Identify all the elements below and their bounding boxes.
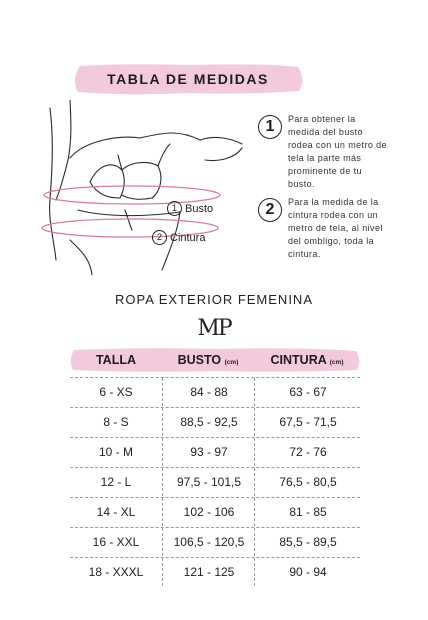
header-talla: TALLA xyxy=(95,353,137,367)
table-header xyxy=(70,347,360,373)
cell-cintura: 85,5 - 89,5 xyxy=(254,528,361,556)
cell-talla: 12 - L xyxy=(100,475,132,489)
cell-busto: 93 - 97 xyxy=(162,438,255,466)
figure-label-cintura: 2 Cintura xyxy=(152,230,205,245)
cell-talla: 18 - XXXL xyxy=(88,565,144,579)
cell-cintura: 63 - 67 xyxy=(254,378,361,406)
cell-cintura: 72 - 76 xyxy=(254,438,361,466)
header-cintura: CINTURA (cm) xyxy=(270,353,344,367)
header-busto: BUSTO (cm) xyxy=(177,353,239,367)
step-2-number-icon: 2 xyxy=(258,198,282,222)
table-row xyxy=(70,438,360,468)
table-row xyxy=(70,528,360,558)
cell-talla: 16 - XXL xyxy=(92,535,140,549)
cell-cintura: 81 - 85 xyxy=(254,498,361,526)
table-row xyxy=(70,498,360,528)
step-number-1-icon: 1 xyxy=(167,201,182,216)
cell-talla: 8 - S xyxy=(103,415,129,429)
cell-busto: 121 - 125 xyxy=(162,558,255,586)
table-row xyxy=(70,378,360,408)
brand-logo: MP xyxy=(197,316,231,341)
cell-cintura: 76,5 - 80,5 xyxy=(254,468,361,496)
step-1-description: Para obtener la medida del busto rodea con un metro de tela la parte más prominente de tu busto. xyxy=(288,114,387,189)
step-number-2-icon: 2 xyxy=(152,230,167,245)
page-title: TABLA DE MEDIDAS xyxy=(107,71,269,87)
title-banner xyxy=(70,62,306,96)
figure-label-busto: 1 Busto xyxy=(167,201,213,216)
step-1 xyxy=(258,113,388,191)
size-table xyxy=(70,347,360,587)
cell-busto: 106,5 - 120,5 xyxy=(162,528,255,556)
body-measurement-illustration xyxy=(30,100,255,275)
cell-talla: 14 - XL xyxy=(96,505,136,519)
cell-busto: 97,5 - 101,5 xyxy=(162,468,255,496)
step-1-number-icon: 1 xyxy=(258,115,282,139)
table-row xyxy=(70,558,360,587)
cell-busto: 84 - 88 xyxy=(162,378,255,406)
cell-cintura: 67,5 - 71,5 xyxy=(254,408,361,436)
cell-talla: 10 - M xyxy=(98,445,133,459)
table-row xyxy=(70,408,360,438)
cell-busto: 102 - 106 xyxy=(162,498,255,526)
cell-talla: 6 - XS xyxy=(99,385,133,399)
table-row xyxy=(70,468,360,498)
section-subtitle: ROPA EXTERIOR FEMENINA xyxy=(114,292,313,307)
cell-busto: 88,5 - 92,5 xyxy=(162,408,255,436)
step-2-description: Para la medida de la cintura rodea con un metro de tela, al nivel del ombligo, toda la cintura. xyxy=(288,197,383,259)
table-body xyxy=(70,377,360,587)
cell-cintura: 90 - 94 xyxy=(254,558,361,586)
step-2 xyxy=(258,196,388,261)
